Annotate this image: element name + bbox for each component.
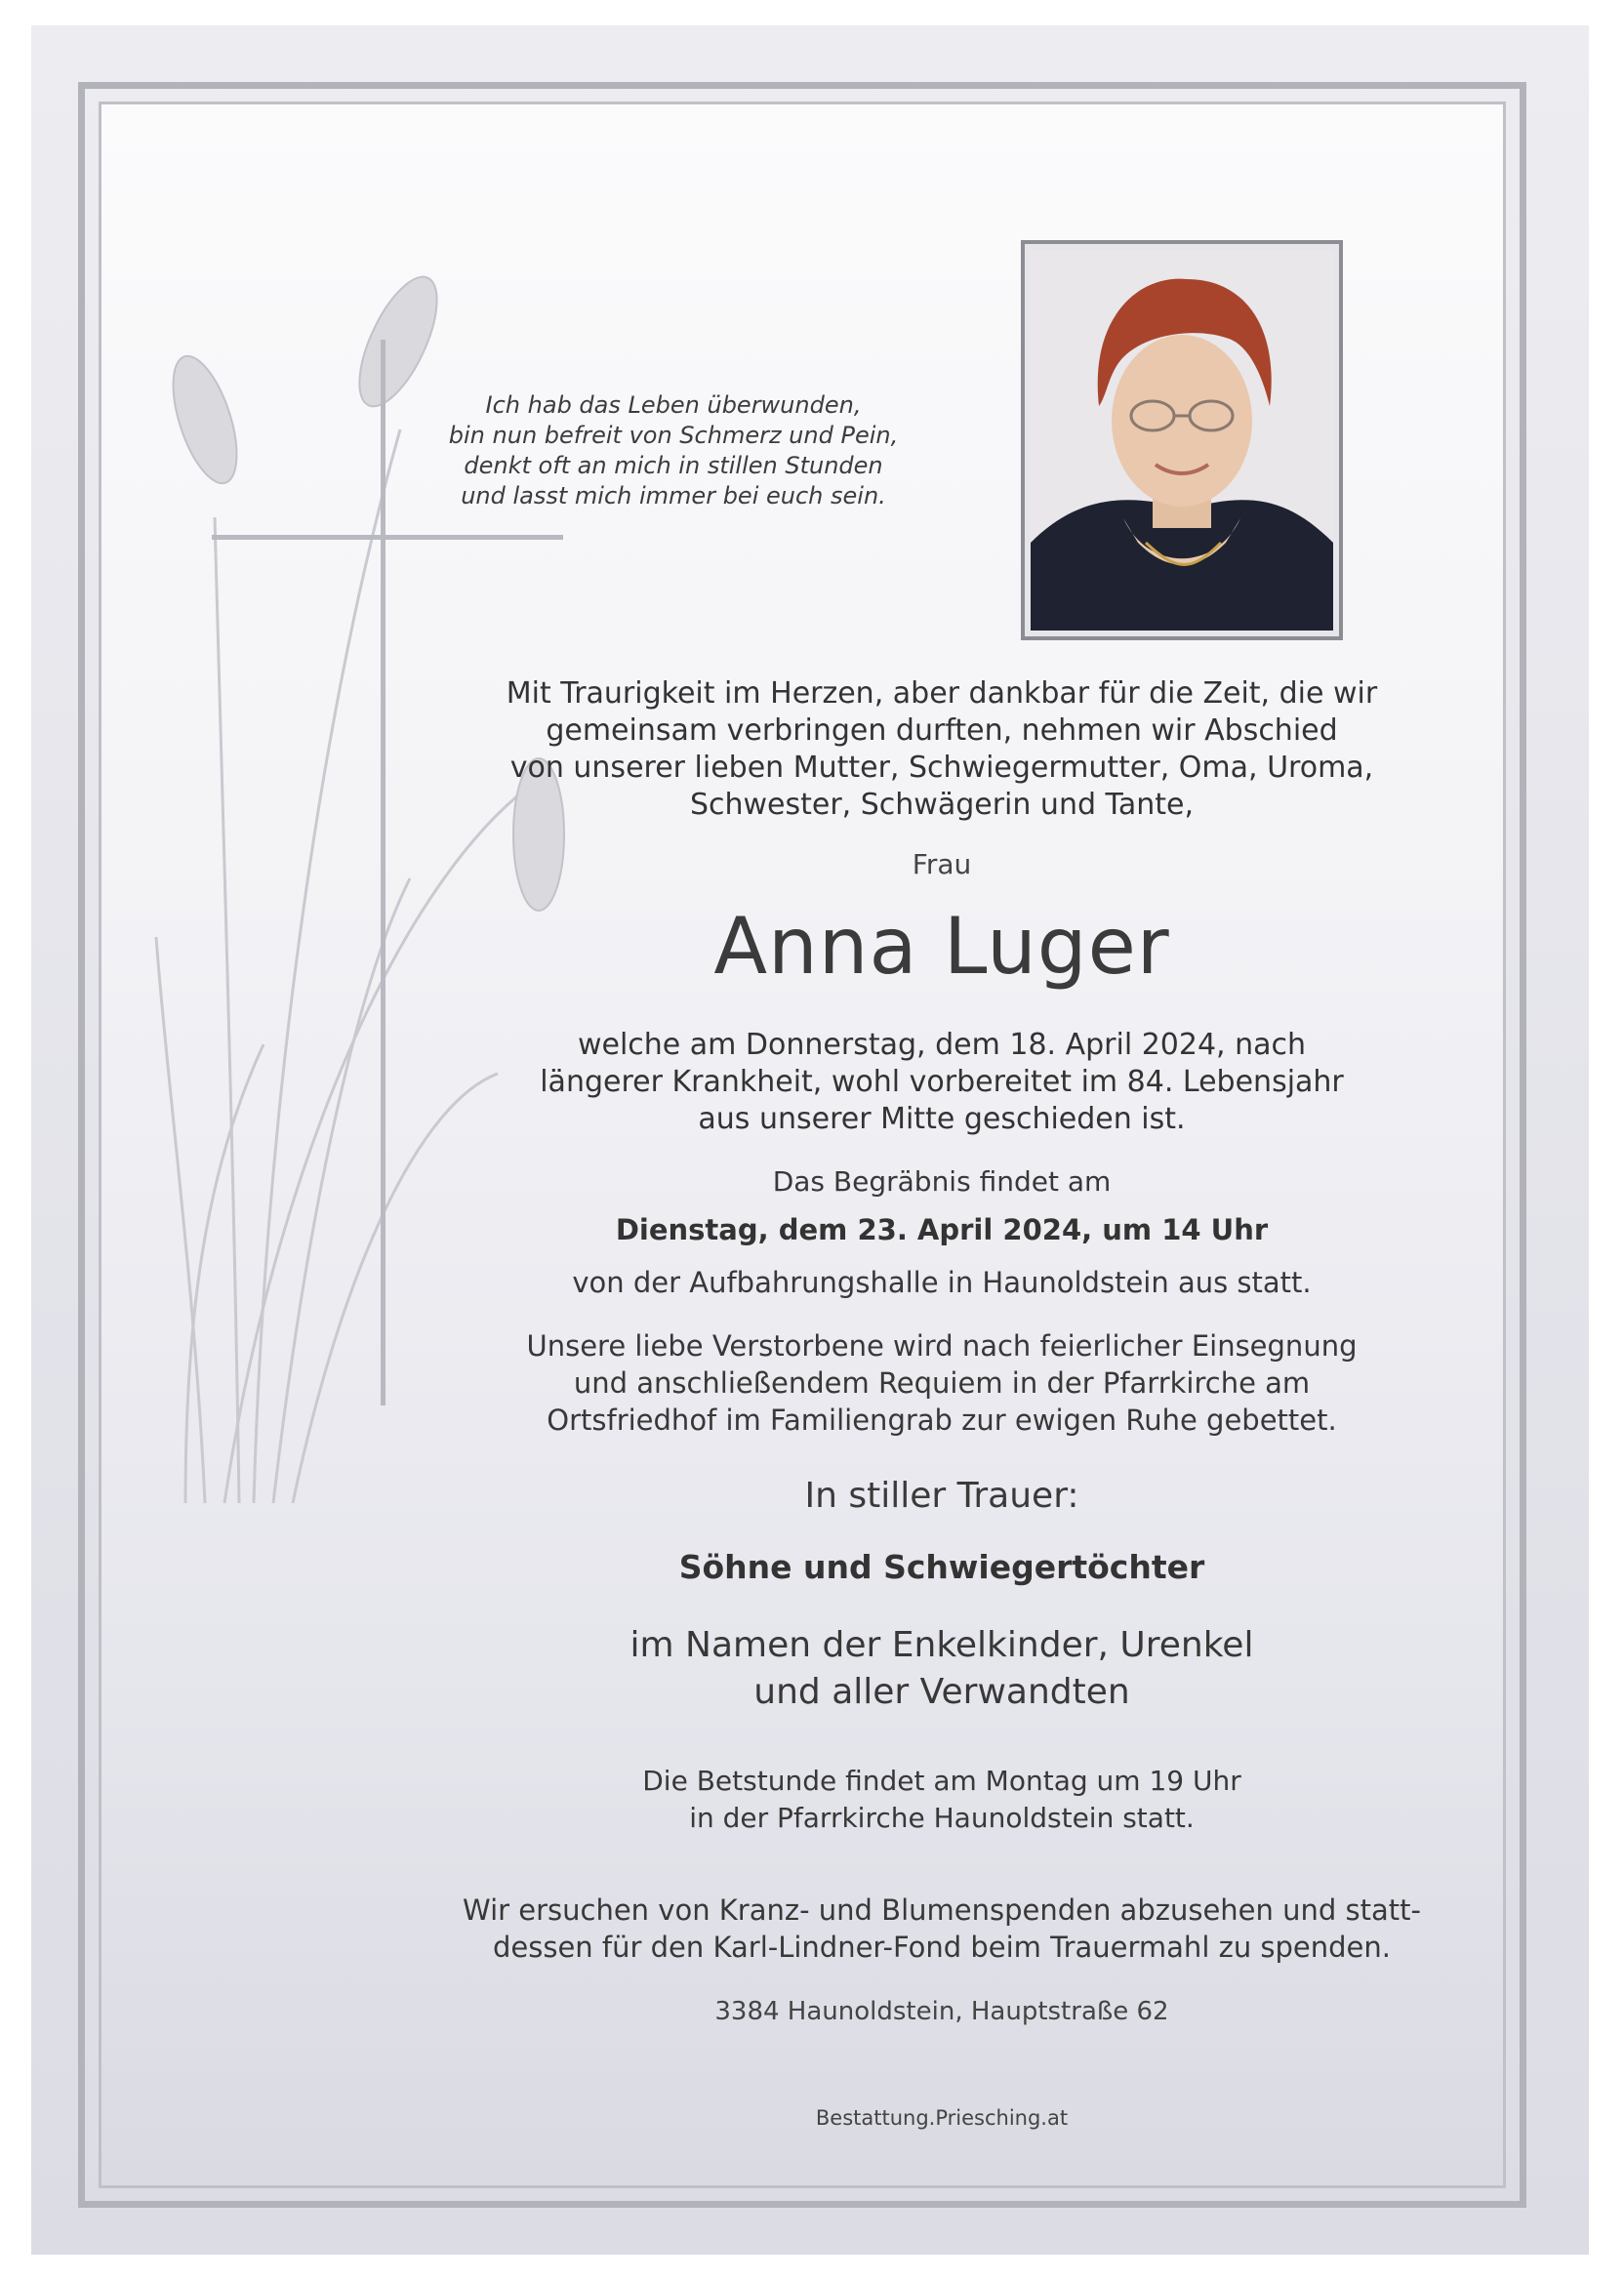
- intro-line: gemeinsam verbringen durften, nehmen wir Abschied: [546, 713, 1338, 748]
- poem-line: bin nun befreit von Schmerz und Pein,: [448, 422, 899, 449]
- death-notice: [459, 1027, 1425, 1138]
- intro-text: [459, 675, 1425, 824]
- donation-request: [459, 1892, 1425, 1966]
- burial-notice: [459, 1327, 1425, 1439]
- funeral-date: Dienstag, dem 23. April 2024, um 14 Uhr: [615, 1213, 1269, 1246]
- family-address: 3384 Haunoldstein, Hauptstraße 62: [714, 1997, 1169, 2026]
- salutation: Frau: [912, 848, 972, 880]
- poem-line: Ich hab das Leben überwunden,: [485, 391, 862, 419]
- funeral-home-website: Bestattung.Priesching.at: [815, 2106, 1069, 2130]
- relatives-line: im Namen der Enkelkinder, Urenkel: [629, 1625, 1254, 1665]
- memorial-poem: [410, 390, 937, 511]
- donation-line: Wir ersuchen von Kranz- und Blumenspenden abzusehen und statt-: [463, 1893, 1421, 1927]
- funeral-place: von der Aufbahrungshalle in Haunoldstein aus statt.: [572, 1266, 1312, 1299]
- burial-line: Unsere liebe Verstorbene wird nach feierlicher Einsegnung: [526, 1329, 1358, 1363]
- funeral-intro: Das Begräbnis findet am: [772, 1165, 1112, 1198]
- poem-line: denkt oft an mich in stillen Stunden: [464, 452, 883, 479]
- portrait-image: [1031, 250, 1333, 631]
- intro-line: von unserer lieben Mutter, Schwiegermutter, Oma, Uroma,: [509, 751, 1374, 785]
- burial-line: und anschließendem Requiem in der Pfarrkirche am: [573, 1366, 1311, 1400]
- intro-line: Schwester, Schwägerin und Tante,: [689, 788, 1195, 822]
- mourning-heading: In stiller Trauer:: [804, 1476, 1079, 1516]
- death-line: aus unserer Mitte geschieden ist.: [698, 1102, 1186, 1136]
- prayer-line: Die Betstunde findet am Montag um 19 Uhr: [642, 1765, 1241, 1797]
- relatives-line: und aller Verwandten: [753, 1672, 1130, 1712]
- intro-line: Mit Traurigkeit im Herzen, aber dankbar für die Zeit, die wir: [506, 676, 1378, 711]
- portrait-photo: [1021, 240, 1343, 640]
- donation-line: dessen für den Karl-Lindner-Fond beim Trauermahl zu spenden.: [493, 1931, 1391, 1964]
- burial-line: Ortsfriedhof im Familiengrab zur ewigen Ruhe gebettet.: [547, 1404, 1337, 1437]
- deceased-name: Anna Luger: [713, 901, 1170, 992]
- mourning-family: Söhne und Schwiegertöchter: [678, 1548, 1205, 1586]
- death-line: welche am Donnerstag, dem 18. April 2024, nach: [577, 1028, 1307, 1062]
- poem-line: und lasst mich immer bei euch sein.: [461, 482, 886, 509]
- prayer-notice: [459, 1763, 1425, 1837]
- death-line: längerer Krankheit, wohl vorbereitet im 84. Lebensjahr: [540, 1065, 1344, 1099]
- mourning-relatives: [459, 1622, 1425, 1716]
- prayer-line: in der Pfarrkirche Haunoldstein statt.: [689, 1802, 1195, 1834]
